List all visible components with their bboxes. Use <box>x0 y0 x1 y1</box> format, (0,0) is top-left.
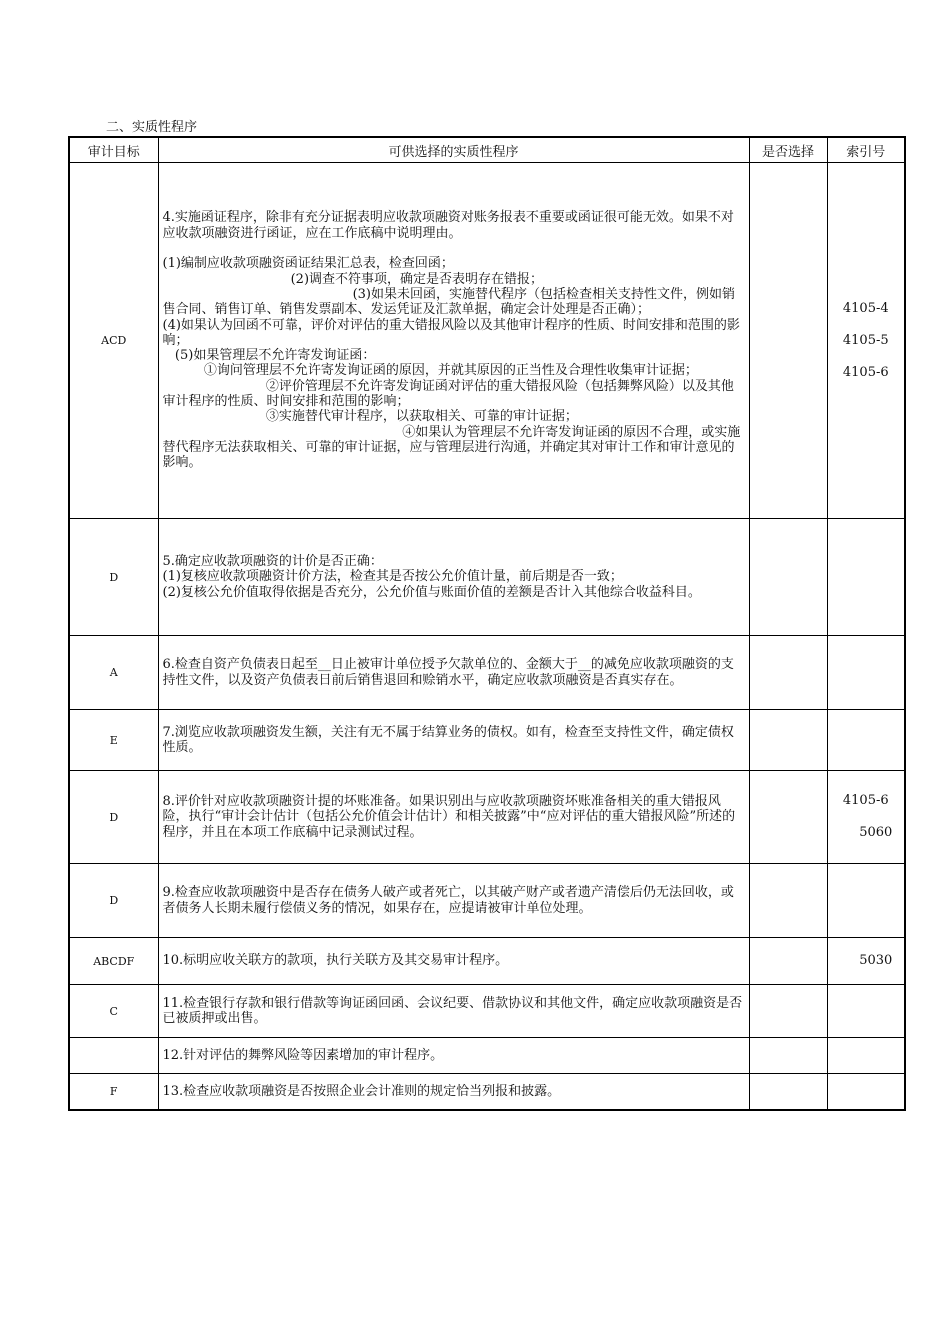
table-row <box>69 864 905 938</box>
procedure-line: (1)编制应收款项融资函证结果汇总表，检查回函； <box>162 256 454 272</box>
procedure-line: ③实施替代审计程序，以获取相关、可靠的审计证据； <box>162 409 578 425</box>
audit-goal-cell: D <box>69 771 158 864</box>
procedure-line: 9.检查应收款项融资中是否存在债务人破产或者死亡，以其破产财产或者遗产清偿后仍无法回收，或者债务人长期未履行偿债义务的情况，如果存在，应提请被审计单位处理。 <box>162 885 734 916</box>
audit-goal-cell <box>69 1038 158 1074</box>
procedure-cell <box>158 519 749 636</box>
procedure-line: (5)如果管理层不允许寄发询证函： <box>162 348 376 364</box>
selection-cell[interactable] <box>749 864 827 938</box>
procedure-line: 7.浏览应收款项融资发生额，关注有无不属于结算业务的债权。如有，检查至支持性文件，确定债权性质。 <box>162 724 734 755</box>
index-cell <box>827 771 905 864</box>
table-row <box>69 985 905 1038</box>
procedure-cell <box>158 710 749 771</box>
selection-cell[interactable] <box>749 163 827 519</box>
header-index-number: 索引号 <box>827 137 905 163</box>
table-row <box>69 771 905 864</box>
selection-cell[interactable] <box>749 938 827 985</box>
audit-goal-cell: E <box>69 710 158 771</box>
selection-cell[interactable] <box>749 519 827 636</box>
table-row <box>69 1038 905 1074</box>
table-row <box>69 519 905 636</box>
substantive-procedures-table <box>68 136 906 1111</box>
index-cell <box>827 1074 905 1110</box>
index-ref: 4105-4 <box>842 300 889 316</box>
table-row <box>69 163 905 519</box>
header-procedure: 可供选择的实质性程序 <box>158 137 749 163</box>
table-row <box>69 636 905 710</box>
procedure-line: (3)如果未回函，实施替代程序（包括检查相关支持性文件，例如销售合同、销售订单、销售发票副本、发运凭证及汇款单据，确定会计处理是否正确）； <box>162 286 736 318</box>
procedure-line: (2)复核公允价值取得依据是否充分，公允价值与账面价值的差额是否计入其他综合收益科目。 <box>162 584 701 600</box>
index-ref: 5060 <box>859 825 893 840</box>
selection-cell[interactable] <box>749 636 827 710</box>
index-cell <box>827 636 905 710</box>
index-cell <box>827 163 905 519</box>
procedure-line: 8.评价针对应收款项融资计提的坏账准备。如果识别出与应收款项融资坏账准备相关的重大错报风险，执行“审计会计估计（包括公允价值会计估计）和相关披露”中“应对评估的重大错报风险”所述的程序，并且在本项工作底稿中记录测试过程。 <box>162 794 736 840</box>
audit-goal-cell: F <box>69 1074 158 1110</box>
procedure-line <box>163 241 745 256</box>
selection-cell[interactable] <box>749 1038 827 1074</box>
procedure-cell <box>158 1074 749 1110</box>
section-title: 二、实质性程序 <box>106 120 198 135</box>
index-ref: 4105-6 <box>842 364 889 380</box>
procedure-cell <box>158 771 749 864</box>
index-ref: 4105-5 <box>842 332 889 348</box>
selection-cell[interactable] <box>749 771 827 864</box>
procedure-cell <box>158 163 749 519</box>
procedure-line: (2)调查不符事项，确定是否表明存在错报； <box>162 271 544 287</box>
procedure-line: (4)如果认为回函不可靠，评价对评估的重大错报风险以及其他审计程序的性质、时间安排和范围的影响； <box>162 317 740 348</box>
table-row <box>69 1074 905 1110</box>
audit-goal-cell: ABCDF <box>69 938 158 985</box>
procedure-line: 12.针对评估的舞弊风险等因素增加的审计程序。 <box>162 1047 444 1063</box>
procedure-cell <box>158 938 749 985</box>
index-cell <box>827 519 905 636</box>
procedure-line: 13.检查应收款项融资是否按照企业会计准则的规定恰当列报和披露。 <box>162 1083 561 1099</box>
audit-goal-cell: D <box>69 519 158 636</box>
header-selected: 是否选择 <box>749 137 827 163</box>
procedure-line: 5.确定应收款项融资的计价是否正确： <box>162 554 383 570</box>
procedure-line: ①询问管理层不允许寄发询证函的原因，并就其原因的正当性及合理性收集审计证据； <box>162 363 698 379</box>
procedure-line: 6.检查自资产负债表日起至__日止被审计单位授予欠款单位的、金额大于__的减免应收款项融资的支持性文件，以及资产负债表日前后销售退回和赊销水平，确定应收款项融资是否真实存在。 <box>162 657 734 688</box>
audit-goal-cell: D <box>69 864 158 938</box>
procedure-cell <box>158 636 749 710</box>
procedure-line: 11.检查银行存款和银行借款等询证函回函、会议纪要、借款协议和其他文件，确定应收款项融资是否已被质押或出售。 <box>162 995 743 1026</box>
table-header-row <box>69 137 905 163</box>
procedure-line: ②评价管理层不允许寄发询证函对评估的重大错报风险（包括舞弊风险）以及其他审计程序的性质、时间安排和范围的影响； <box>162 378 734 410</box>
index-ref: 4105-6 <box>842 793 889 808</box>
procedure-cell <box>158 864 749 938</box>
index-cell <box>827 710 905 771</box>
index-ref: 5030 <box>859 953 893 968</box>
index-cell <box>827 864 905 938</box>
audit-goal-cell: C <box>69 985 158 1038</box>
selection-cell[interactable] <box>749 1074 827 1110</box>
table-row <box>69 938 905 985</box>
procedure-cell <box>158 1038 749 1074</box>
index-cell <box>827 938 905 985</box>
procedure-line: 4.实施函证程序，除非有充分证据表明应收款项融资对账务报表不重要或函证很可能无效。如果不对应收款项融资进行函证，应在工作底稿中说明理由。 <box>162 210 734 241</box>
index-cell <box>827 1038 905 1074</box>
header-audit-goal: 审计目标 <box>69 137 158 163</box>
procedure-line: ④如果认为管理层不允许寄发询证函的原因不合理，或实施替代程序无法获取相关、可靠的审计证据，应与管理层进行沟通，并确定其对审计工作和审计意见的影响。 <box>162 424 741 471</box>
selection-cell[interactable] <box>749 985 827 1038</box>
index-cell <box>827 985 905 1038</box>
procedure-cell <box>158 985 749 1038</box>
audit-goal-cell: ACD <box>69 163 158 519</box>
procedure-line: 10.标明应收关联方的款项，执行关联方及其交易审计程序。 <box>162 953 509 969</box>
selection-cell[interactable] <box>749 710 827 771</box>
procedure-line: (1)复核应收款项融资计价方法，检查其是否按公允价值计量，前后期是否一致； <box>162 569 623 585</box>
audit-goal-cell: A <box>69 636 158 710</box>
table-row <box>69 710 905 771</box>
